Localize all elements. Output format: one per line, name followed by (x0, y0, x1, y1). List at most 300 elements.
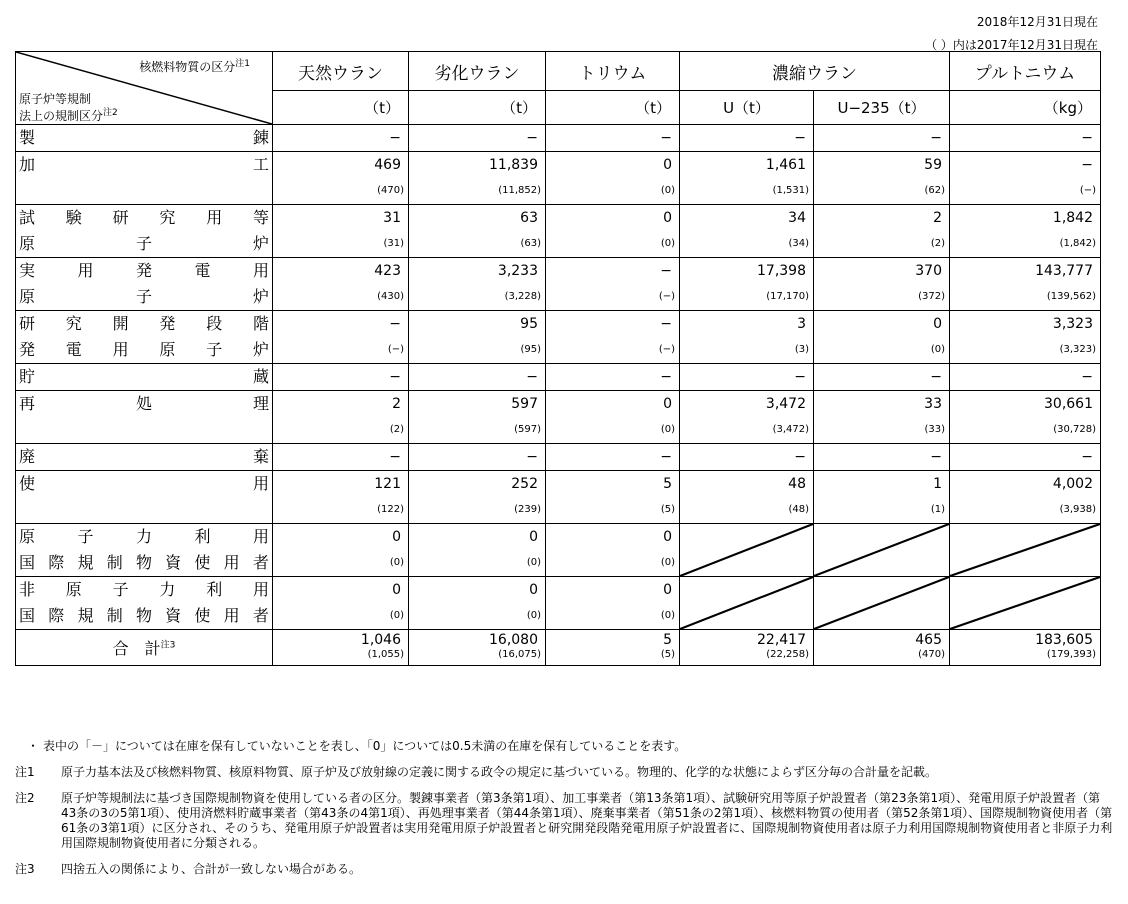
previous-value: (95) (520, 344, 541, 355)
current-value: 1,842 (1052, 210, 1093, 226)
value-cell (409, 524, 546, 577)
previous-value: (48) (788, 504, 809, 515)
category-char: 炉 (252, 287, 269, 306)
category-char: 子 (112, 580, 129, 599)
note-bullet (15, 739, 1115, 754)
current-value: 0 (663, 210, 672, 226)
category-char: 子 (135, 287, 152, 306)
row-category (16, 577, 273, 630)
category-label-line (19, 444, 269, 470)
corner-top-text: 核燃料物質の区分 (139, 60, 236, 74)
category-char: 規 (77, 553, 94, 572)
table-row (16, 205, 1101, 258)
current-value: 0 (663, 157, 672, 173)
col-thorium: トリウム (546, 52, 680, 91)
current-value: 95 (520, 316, 538, 332)
current-value: − (660, 130, 672, 146)
value-cell (409, 311, 546, 364)
value-cell (546, 205, 680, 258)
value-cell (950, 311, 1101, 364)
col-plutonium: プルトニウム (950, 52, 1101, 91)
category-char: 原 (19, 527, 36, 546)
current-value: 3 (797, 316, 806, 332)
total-previous-value: (5) (660, 649, 675, 660)
table-corner-header (16, 52, 273, 125)
diagonal-empty-cell (814, 524, 950, 577)
row-category (16, 152, 273, 205)
category-char: 規 (77, 606, 94, 625)
category-char: 制 (106, 606, 123, 625)
value-cell (950, 258, 1101, 311)
value-cell (273, 152, 409, 205)
total-current-value: 16,080 (489, 632, 538, 648)
previous-value: (63) (520, 238, 541, 249)
category-char: 際 (48, 606, 65, 625)
row-category (16, 524, 273, 577)
value-cell (273, 125, 409, 152)
total-current-value: 22,417 (757, 632, 806, 648)
category-char: 制 (106, 553, 123, 572)
category-char: 原 (65, 580, 82, 599)
current-value: 1,461 (765, 157, 806, 173)
category-char: 用 (252, 474, 269, 493)
current-value: 0 (933, 316, 942, 332)
category-label-line (19, 603, 269, 629)
category-label-line (19, 152, 269, 178)
current-value: 59 (924, 157, 942, 173)
previous-value: (1,531) (772, 185, 809, 196)
category-label-line (19, 524, 269, 550)
category-char: 錬 (252, 128, 269, 147)
previous-value: (430) (377, 291, 404, 302)
value-cell (814, 391, 950, 444)
category-char: 資 (165, 606, 182, 625)
category-char: 子 (77, 527, 94, 546)
category-char: 棄 (252, 447, 269, 466)
row-category (16, 444, 273, 471)
current-value: − (930, 130, 942, 146)
total-note: 注3 (160, 640, 176, 651)
category-char: 者 (252, 606, 269, 625)
current-value: 0 (529, 529, 538, 545)
current-value: 143,777 (1035, 263, 1093, 279)
current-value: 3,233 (497, 263, 538, 279)
value-cell (409, 205, 546, 258)
total-label: 合 計 (112, 639, 161, 658)
previous-value: (0) (660, 557, 675, 568)
previous-value: (−) (387, 344, 404, 355)
corner-bottom-note: 注2 (103, 108, 118, 118)
category-char: 用 (223, 606, 240, 625)
previous-value: (0) (660, 238, 675, 249)
current-value: 0 (663, 529, 672, 545)
previous-value: (3,938) (1059, 504, 1096, 515)
current-value: 33 (924, 396, 942, 412)
category-char: 発 (19, 340, 36, 359)
row-category (16, 364, 273, 391)
previous-value: (0) (389, 610, 404, 621)
value-cell (273, 524, 409, 577)
value-cell (273, 311, 409, 364)
value-cell (814, 205, 950, 258)
note-2-text: 原子炉等規制法に基づき国際規制物資を使用している者の区分。製錬事業者（第3条第1項）、加工事業者（第13条第1項）、試験研究用等原子炉設置者（第23条第1項）、発電用原子炉設置者（第43条の3の5第1項）、使用済燃料貯蔵事業者（第43条の4第1項）、再処理事業者（第44条第1項）、廃棄事業者（第51条の2第1項）、核燃料物質の使用者（第52条第1項）、国際規制物資使用者（第61条の3第1項）に区分され、そのうち、発電用原子炉設置者は実用発電用原子炉設置者と研究開発段階発電用原子炉設置者に、国際規制物資使用者は原子力利用国際規制物資使用者と非原子力利用国際規制物資使用者に分類される。 (61, 791, 1113, 850)
current-value: − (930, 369, 942, 385)
value-cell (680, 444, 814, 471)
value-cell (273, 364, 409, 391)
unit-thorium: （t） (546, 91, 680, 125)
value-cell (409, 577, 546, 630)
previous-year-note: （ ）内は2017年12月31日現在 (925, 38, 1098, 52)
table-row (16, 391, 1101, 444)
value-cell (814, 258, 950, 311)
previous-value: (11,852) (498, 185, 541, 196)
category-char: 蔵 (252, 367, 269, 386)
current-value: − (930, 449, 942, 465)
note-3-text: 四捨五入の関係により、合計が一致しない場合がある。 (61, 862, 362, 876)
current-value: − (660, 263, 672, 279)
category-char: 子 (135, 234, 152, 253)
category-char: 物 (135, 553, 152, 572)
note-1 (15, 765, 1115, 780)
previous-value: (239) (514, 504, 541, 515)
value-cell (546, 125, 680, 152)
category-label-line (19, 258, 269, 284)
unit-u235: U−235（t） (814, 91, 950, 125)
previous-value: (0) (526, 610, 541, 621)
previous-value: (0) (660, 424, 675, 435)
total-value-cell (950, 630, 1101, 666)
previous-value: (33) (924, 424, 945, 435)
value-cell (950, 152, 1101, 205)
current-value: − (389, 449, 401, 465)
category-char: 炉 (252, 234, 269, 253)
diagonal-empty-cell (950, 577, 1101, 630)
category-char: 原 (159, 340, 176, 359)
category-char: 再 (19, 394, 36, 413)
value-cell (546, 311, 680, 364)
total-row (16, 630, 1101, 666)
diagonal-empty-cell (680, 577, 814, 630)
value-cell (950, 471, 1101, 524)
row-category (16, 391, 273, 444)
current-value: − (526, 449, 538, 465)
current-value: 0 (663, 396, 672, 412)
current-value: 31 (383, 210, 401, 226)
current-value: − (660, 316, 672, 332)
previous-value: (5) (660, 504, 675, 515)
value-cell (546, 444, 680, 471)
previous-value: (0) (930, 344, 945, 355)
category-char: 処 (135, 394, 152, 413)
category-char: 験 (65, 208, 82, 227)
current-value: 4,002 (1052, 476, 1093, 492)
previous-value: (30,728) (1053, 424, 1096, 435)
current-value: − (526, 369, 538, 385)
current-value: 423 (374, 263, 401, 279)
category-char: 電 (65, 340, 82, 359)
category-char: 発 (135, 261, 152, 280)
category-char: 炉 (252, 340, 269, 359)
category-char: 階 (252, 314, 269, 333)
current-value: 17,398 (757, 263, 806, 279)
current-value: − (526, 130, 538, 146)
previous-value: (3,323) (1059, 344, 1096, 355)
category-char: 貯 (19, 367, 36, 386)
value-cell (546, 577, 680, 630)
value-cell (546, 152, 680, 205)
current-value: 469 (374, 157, 401, 173)
value-cell (680, 258, 814, 311)
category-char: 用 (112, 340, 129, 359)
total-current-value: 5 (663, 632, 672, 648)
total-previous-value: (16,075) (498, 649, 541, 660)
previous-value: (17,170) (766, 291, 809, 302)
category-char: 用 (252, 527, 269, 546)
category-char: 廃 (19, 447, 36, 466)
previous-value: (3,228) (504, 291, 541, 302)
inventory-table (15, 51, 1101, 666)
table-row (16, 577, 1101, 630)
category-label-line (19, 231, 269, 257)
diagonal-empty-cell (814, 577, 950, 630)
previous-value: (1) (930, 504, 945, 515)
value-cell (409, 444, 546, 471)
current-value: 3,472 (765, 396, 806, 412)
total-previous-value: (22,258) (766, 649, 809, 660)
total-previous-value: (1,055) (367, 649, 404, 660)
value-cell (814, 471, 950, 524)
current-value: 48 (788, 476, 806, 492)
current-value: − (794, 369, 806, 385)
category-char: 利 (194, 527, 211, 546)
category-char: 資 (165, 553, 182, 572)
current-value: 252 (511, 476, 538, 492)
note-bullet-text: 表中の「－」については在庫を保有していないことを表し、「0」については0.5未満の在庫を保有していることを表す。 (43, 739, 687, 753)
value-cell (814, 125, 950, 152)
total-label-cell (16, 630, 273, 666)
current-value: − (794, 449, 806, 465)
value-cell (950, 205, 1101, 258)
col-natural-uranium: 天然ウラン (273, 52, 409, 91)
category-char: 力 (135, 527, 152, 546)
note-3 (15, 862, 1115, 877)
category-char: 理 (252, 394, 269, 413)
diagonal-line (950, 577, 1100, 629)
category-char: 使 (194, 606, 211, 625)
row-category (16, 258, 273, 311)
current-value: − (660, 449, 672, 465)
previous-value: (1,842) (1059, 238, 1096, 249)
row-category (16, 311, 273, 364)
category-label-line (19, 125, 269, 151)
row-category (16, 125, 273, 152)
value-cell (546, 471, 680, 524)
category-char: 用 (206, 208, 223, 227)
category-char: 電 (194, 261, 211, 280)
row-category (16, 205, 273, 258)
current-value: − (1081, 449, 1093, 465)
category-char: 物 (135, 606, 152, 625)
value-cell (950, 391, 1101, 444)
corner-top-note: 注1 (235, 59, 250, 69)
note-bullet-mark: ・ (27, 739, 40, 753)
corner-bottom-label (19, 92, 118, 123)
category-char: 段 (206, 314, 223, 333)
current-value: 0 (663, 582, 672, 598)
total-current-value: 1,046 (360, 632, 401, 648)
unit-u: U（t） (680, 91, 814, 125)
diagonal-line (680, 524, 813, 576)
previous-value: (139,562) (1046, 291, 1096, 302)
unit-plutonium: （kg） (950, 91, 1101, 125)
category-char: 原 (19, 234, 36, 253)
value-cell (814, 152, 950, 205)
current-value: 370 (915, 263, 942, 279)
diagonal-line (950, 524, 1100, 576)
corner-bottom-text-1: 原子炉等規制 (19, 92, 92, 106)
previous-value: (2) (389, 424, 404, 435)
table-row (16, 311, 1101, 364)
value-cell (273, 471, 409, 524)
value-cell (680, 152, 814, 205)
category-char: 工 (252, 155, 269, 174)
previous-value: (0) (660, 185, 675, 196)
current-value: − (389, 369, 401, 385)
previous-value: (3,472) (772, 424, 809, 435)
value-cell (273, 258, 409, 311)
note-2-mark: 注2 (15, 791, 35, 805)
category-char: 際 (48, 553, 65, 572)
category-char: 用 (77, 261, 94, 280)
category-char: 原 (19, 287, 36, 306)
col-enriched-uranium: 濃縮ウラン (680, 52, 950, 91)
current-value: 2 (392, 396, 401, 412)
diagonal-line (680, 577, 813, 629)
category-char: 発 (159, 314, 176, 333)
value-cell (680, 205, 814, 258)
category-char: 力 (159, 580, 176, 599)
previous-value: (3) (794, 344, 809, 355)
category-char: 試 (19, 208, 36, 227)
current-value: 5 (663, 476, 672, 492)
table-row (16, 444, 1101, 471)
note-3-mark: 注3 (15, 862, 35, 876)
category-label-line (19, 205, 269, 231)
table-row (16, 524, 1101, 577)
value-cell (409, 125, 546, 152)
previous-value: (0) (389, 557, 404, 568)
current-value: − (794, 130, 806, 146)
previous-value: (34) (788, 238, 809, 249)
category-label-line (19, 577, 269, 603)
category-char: 用 (252, 580, 269, 599)
table-row (16, 152, 1101, 205)
diagonal-empty-cell (950, 524, 1101, 577)
previous-value: (31) (383, 238, 404, 249)
unit-natural: （t） (273, 91, 409, 125)
category-label-line (19, 311, 269, 337)
category-char: 加 (19, 155, 36, 174)
category-char: 等 (252, 208, 269, 227)
value-cell (546, 258, 680, 311)
current-value: 30,661 (1044, 396, 1093, 412)
previous-value: (122) (377, 504, 404, 515)
category-label-line (19, 364, 269, 390)
table-row (16, 125, 1101, 152)
value-cell (680, 471, 814, 524)
category-char: 研 (112, 208, 129, 227)
previous-value: (470) (377, 185, 404, 196)
previous-value: (372) (918, 291, 945, 302)
category-label-line (19, 550, 269, 576)
value-cell (680, 391, 814, 444)
current-value: 0 (392, 529, 401, 545)
value-cell (814, 364, 950, 391)
category-char: 子 (206, 340, 223, 359)
previous-value: (0) (660, 610, 675, 621)
previous-value: (597) (514, 424, 541, 435)
current-value: − (389, 130, 401, 146)
category-char: 用 (223, 553, 240, 572)
category-char: 使 (194, 553, 211, 572)
value-cell (409, 471, 546, 524)
current-value: − (1081, 157, 1093, 173)
total-current-value: 183,605 (1035, 632, 1093, 648)
value-cell (814, 444, 950, 471)
value-cell (409, 364, 546, 391)
category-char: 開 (112, 314, 129, 333)
value-cell (273, 391, 409, 444)
previous-value: (0) (526, 557, 541, 568)
current-value: 1 (933, 476, 942, 492)
value-cell (273, 205, 409, 258)
value-cell (546, 391, 680, 444)
category-label-line (19, 337, 269, 363)
value-cell (680, 311, 814, 364)
value-cell (273, 577, 409, 630)
current-value: 3,323 (1052, 316, 1093, 332)
diagonal-empty-cell (680, 524, 814, 577)
value-cell (950, 125, 1101, 152)
table-row (16, 258, 1101, 311)
category-char: 究 (65, 314, 82, 333)
value-cell (273, 444, 409, 471)
category-char: 国 (19, 606, 36, 625)
corner-top-label (139, 56, 250, 75)
diagonal-line (814, 577, 949, 629)
footnotes (15, 739, 1115, 888)
value-cell (546, 364, 680, 391)
previous-value: (−) (658, 344, 675, 355)
category-char: 国 (19, 553, 36, 572)
table-row (16, 471, 1101, 524)
total-value-cell (409, 630, 546, 666)
current-value: − (1081, 369, 1093, 385)
value-cell (409, 258, 546, 311)
note-1-mark: 注1 (15, 765, 35, 779)
current-value: 121 (374, 476, 401, 492)
category-char: 用 (252, 261, 269, 280)
category-char: 者 (252, 553, 269, 572)
category-char: 使 (19, 474, 36, 493)
current-value: 0 (392, 582, 401, 598)
total-value-cell (273, 630, 409, 666)
value-cell (680, 125, 814, 152)
current-value: 597 (511, 396, 538, 412)
note-1-text: 原子力基本法及び核燃料物質、核原料物質、原子炉及び放射線の定義に関する政令の規定に基づいている。物理的、化学的な状態によらず区分毎の合計量を記載。 (61, 765, 938, 779)
current-value: 34 (788, 210, 806, 226)
previous-value: (62) (924, 185, 945, 196)
